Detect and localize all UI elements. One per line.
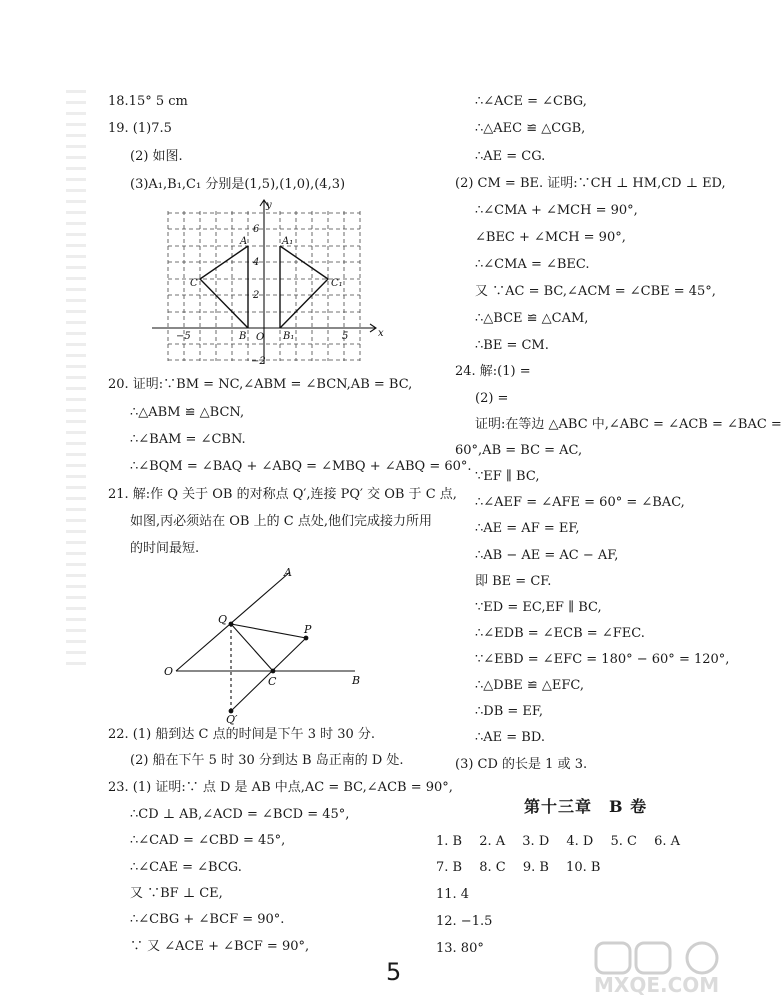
r-line-11: 24. 解:(1) = (455, 364, 531, 379)
tick-x-5: 5 (342, 331, 349, 342)
point-q (229, 622, 234, 627)
answer-20-line3: ∴∠BAM = ∠CBN. (130, 432, 246, 447)
r-line-5: ∴∠CMA + ∠MCH = 90°, (475, 203, 638, 218)
label-b: B (352, 674, 361, 687)
answer-12: 12. −1.5 (436, 914, 493, 929)
label-o: O (164, 665, 174, 678)
point-c (271, 669, 276, 674)
answer-20-line4: ∴∠BQM = ∠BAQ + ∠ABQ = ∠MBQ + ∠ABQ = 60°. (130, 459, 472, 474)
r-line-14: 60°,AB = BC = AC, (455, 443, 583, 458)
answer-19-1: 19. (1)7.5 (108, 121, 172, 136)
origin-label: O (256, 332, 265, 343)
scan-margin-noise (66, 90, 86, 670)
answer-23-line3: ∴∠CAD = ∠CBD = 45°, (130, 833, 286, 848)
answer-23-line1: 23. (1) 证明:∵ 点 D 是 AB 中点,AC = BC,∠ACB = 90°, (108, 780, 453, 795)
answer-13: 13. 80° (436, 941, 484, 956)
answer-23-line6: ∴∠CBG + ∠BCF = 90°. (130, 912, 285, 927)
r-line-2: ∴△AEC ≌ △CGB, (475, 121, 586, 136)
point-p (304, 636, 309, 641)
r-line-16: ∴∠AEF = ∠AFE = 60° = ∠BAC, (475, 495, 685, 510)
answer-21-line1: 21. 解:作 Q 关于 OB 的对称点 Q′,连接 PQ′ 交 OB 于 C 点, (108, 487, 457, 502)
label-p: P (304, 623, 312, 636)
point-b-label: B (239, 331, 247, 342)
reflection-figure (160, 560, 375, 725)
answer-20-line1: 20. 证明:∵BM = NC,∠ABM = ∠BCN,AB = BC, (108, 377, 413, 392)
answer-19-2: (2) 如图. (130, 149, 183, 164)
r-line-21: ∴∠EDB = ∠ECB = ∠FEC. (475, 626, 645, 641)
tick-y-4: 4 (253, 257, 260, 268)
triangle-a1b1c1 (280, 246, 328, 328)
r-line-9: ∴△BCE ≌ △CAM, (475, 311, 589, 326)
answer-21-line2: 如图,丙必须站在 OB 上的 C 点处,他们完成接力所用 (130, 514, 432, 529)
y-axis-label: y (266, 200, 272, 211)
watermark-logo (594, 939, 744, 997)
r-line-1: ∴∠ACE = ∠CBG, (475, 94, 587, 109)
answer-23-line7: ∵ 又 ∠ACE + ∠BCF = 90°, (130, 939, 310, 954)
point-b1-label: B₁ (283, 331, 295, 342)
r-line-22: ∵∠EBD = ∠EFC = 180° − 60° = 120°, (475, 652, 730, 667)
chapter-heading: 第十三章 B 卷 (524, 797, 648, 816)
label-c: C (268, 675, 277, 688)
r-line-20: ∵ED = EC,EF ∥ BC, (475, 600, 602, 615)
r-line-4: (2) CM = BE. 证明:∵CH ⊥ HM,CD ⊥ ED, (455, 176, 726, 191)
point-c1-label: C₁ (331, 278, 343, 289)
r-line-10: ∴BE = CM. (475, 338, 549, 353)
r-line-8: 又 ∵AC = BC,∠ACM = ∠CBE = 45°, (475, 284, 716, 299)
r-line-13: 证明:在等边 △ABC 中,∠ABC = ∠ACB = ∠BAC = (475, 417, 782, 432)
r-line-26: (3) CD 的长是 1 或 3. (455, 757, 588, 772)
mc-row-1: 1. B 2. A 3. D 4. D 5. C 6. A (436, 834, 680, 849)
label-q-prime: Q′ (226, 713, 238, 726)
answer-20-line2: ∴△ABM ≌ △BCN, (130, 405, 245, 420)
tick-y-2: 2 (253, 290, 260, 301)
tick-x-neg5: −5 (176, 331, 191, 342)
answer-23-line4: ∴∠CAE = ∠BCG. (130, 860, 242, 875)
answer-22-2: (2) 船在下午 5 时 30 分到达 B 岛正南的 D 处. (130, 753, 404, 768)
r-line-19: 即 BE = CF. (475, 574, 552, 589)
x-axis-label: x (378, 328, 384, 339)
answer-11: 11. 4 (436, 887, 470, 902)
answer-21-line3: 的时间最短. (130, 541, 200, 556)
r-line-12: (2) = (475, 391, 509, 406)
r-line-24: ∴DB = EF, (475, 704, 544, 719)
r-line-25: ∴AE = BD. (475, 730, 545, 745)
coordinate-grid-figure (150, 196, 390, 366)
answer-22-1: 22. (1) 船到达 C 点的时间是下午 3 时 30 分. (108, 727, 376, 742)
page-number: 5 (386, 958, 402, 986)
watermark-text: MXQE.COM (594, 973, 720, 997)
triangle-abc (200, 246, 248, 328)
r-line-15: ∵EF ∥ BC, (475, 469, 540, 484)
r-line-17: ∴AE = AF = EF, (475, 521, 580, 536)
point-a1-label: A₁ (282, 236, 294, 247)
ray-oa (176, 572, 290, 671)
point-c-label: C (190, 278, 198, 289)
r-line-6: ∠BEC + ∠MCH = 90°, (475, 230, 626, 245)
label-q: Q (218, 613, 228, 626)
answer-23-line2: ∴CD ⊥ AB,∠ACD = ∠BCD = 45°, (130, 807, 350, 822)
label-a: A (284, 566, 292, 579)
answer-18: 18.15° 5 cm (108, 94, 188, 109)
answer-19-3: (3)A₁,B₁,C₁ 分别是(1,5),(1,0),(4,3) (130, 177, 346, 192)
point-a-label: A (240, 236, 248, 247)
tick-y-neg2: −2 (251, 356, 266, 367)
tick-y-6: 6 (253, 224, 260, 235)
r-line-18: ∴AB − AE = AC − AF, (475, 548, 619, 563)
mc-row-2: 7. B 8. C 9. B 10. B (436, 860, 601, 875)
r-line-7: ∴∠CMA = ∠BEC. (475, 257, 590, 272)
r-line-23: ∴△DBE ≌ △EFC, (475, 678, 585, 693)
answer-23-line5: 又 ∵BF ⊥ CE, (130, 886, 223, 901)
r-line-3: ∴AE = CG. (475, 149, 546, 164)
